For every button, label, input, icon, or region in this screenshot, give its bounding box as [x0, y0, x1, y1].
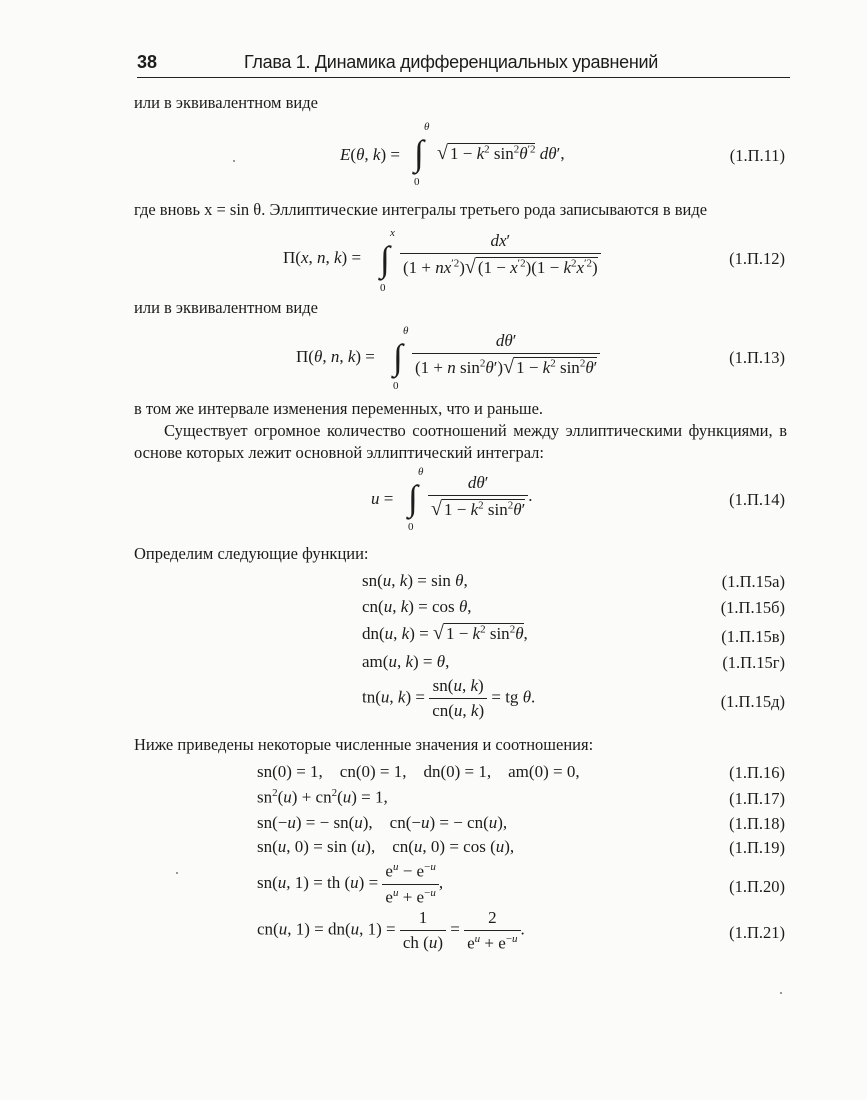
- equation-1-p-16: sn(0) = 1, cn(0) = 1, dn(0) = 1, am(0) = 0,: [257, 762, 580, 781]
- equation-number: (1.П.15в): [721, 627, 785, 646]
- equation-number: (1.П.20): [729, 877, 785, 896]
- scan-speck: [233, 160, 235, 162]
- lower-limit: 0: [408, 521, 414, 533]
- formula: u =: [371, 489, 394, 508]
- equation-number: (1.П.15д): [720, 692, 785, 711]
- equation-number: (1.П.11): [729, 146, 785, 165]
- equation-number: (1.П.15г): [722, 653, 785, 672]
- equation-1-p-15a: sn(u, k) = sin θ,: [362, 571, 468, 590]
- equation-1-p-15d: tn(u, k) = $\frac{sn(u, k)}{cn(u, k)}$ = tg θ.: [362, 676, 536, 720]
- equation-number: (1.П.19): [729, 838, 785, 857]
- equation-1-p-15b: cn(u, k) = cos θ,: [362, 597, 472, 616]
- formula: Π(θ, n, k) =: [296, 347, 375, 366]
- equation-1-p-19: sn(u, 0) = sin (u), cn(u, 0) = cos (u),: [257, 837, 515, 856]
- equation-number: (1.П.21): [729, 923, 785, 942]
- integral-sign: ∫: [408, 478, 418, 518]
- page-header: [137, 52, 790, 76]
- paragraph-3: или в эквивалентном виде: [134, 298, 318, 317]
- chapter-title: Глава 1. Динамика дифференциальных уравнений: [243, 52, 658, 72]
- equation-1-p-21: cn(u, 1) = dn(u, 1) = $\frac{1}{ch (u)}$ = $\frac{2}{e^u + e^{-u}}$ .: [257, 908, 525, 953]
- equation-1-p-15v: dn(u, k) = √ $1 - k^2$ $\sin^2\theta$,: [362, 622, 528, 644]
- equation-number: (1.П.12): [729, 249, 785, 268]
- formula: Π(x, n, k) =: [283, 248, 362, 267]
- upper-limit: x: [390, 227, 395, 239]
- upper-limit: θ: [418, 466, 424, 478]
- paragraph-2: где вновь x = sin θ. Эллиптические интегралы третьего рода записываются в виде: [134, 200, 708, 219]
- integrand: $\frac{d\theta'}{√ 1 - k^2 \sin^2\theta'}$ .: [428, 473, 533, 521]
- upper-limit: θ: [403, 325, 409, 337]
- integral-sign: ∫: [393, 337, 403, 377]
- integrand: √ $1 - k^2$ $\sin^2\theta^{'2}$ dθ′,: [437, 142, 565, 164]
- equation-1-p-18: sn(−u) = − sn(u), cn(−u) = − cn(u),: [257, 813, 508, 832]
- paragraph-1: или в эквивалентном виде: [134, 93, 318, 112]
- equation-number: (1.П.18): [729, 814, 785, 833]
- scan-speck: [780, 992, 782, 994]
- integrand: $\frac{d\theta'}{(1 + n \sin^2\theta')√ 1 - k^2 \sin^2\theta'}$: [412, 331, 600, 379]
- paragraph-7: Ниже приведены некоторые численные значения и соотношения:: [134, 735, 594, 754]
- integral-sign: ∫: [380, 239, 390, 279]
- equation-number: (1.П.15б): [720, 598, 785, 617]
- equation-1-p-15g: am(u, k) = θ,: [362, 652, 450, 671]
- equation-number: (1.П.16): [729, 763, 785, 782]
- equation-number: (1.П.14): [729, 490, 785, 509]
- equation-number: (1.П.15а): [721, 572, 785, 591]
- header-rule: [137, 77, 790, 78]
- lower-limit: 0: [380, 282, 386, 294]
- paragraph-4: в том же интервале изменения переменных, что и раньше.: [134, 399, 544, 418]
- page-number: 38: [137, 52, 158, 72]
- equation-number: (1.П.13): [729, 348, 785, 367]
- formula: E(θ, k) =: [340, 145, 400, 164]
- lower-limit: 0: [393, 380, 399, 392]
- integrand: $\frac{dx'}{(1 + nx^{'2})√ (1 - x^{'2})(1 - k^2x^{'2})}$: [400, 231, 601, 279]
- equation-number: (1.П.17): [729, 789, 785, 808]
- scan-speck: [176, 872, 178, 874]
- paragraph-5: Существует огромное количество соотношений между эллиптическими функциями, в основе которых лежит основной эллиптический интеграл:: [134, 421, 787, 462]
- integral-sign: ∫: [414, 133, 424, 173]
- upper-limit: θ: [424, 121, 430, 133]
- equation-1-p-20: sn(u, 1) = th (u) = $\frac{e^u - e^{-u}}{e^u + e^{-u}}$ ,: [257, 861, 444, 907]
- paragraph-6: Определим следующие функции:: [134, 544, 369, 563]
- lower-limit: 0: [414, 176, 420, 188]
- equation-1-p-17: $sn^2(u) + cn^2(u) = 1$,: [257, 787, 388, 807]
